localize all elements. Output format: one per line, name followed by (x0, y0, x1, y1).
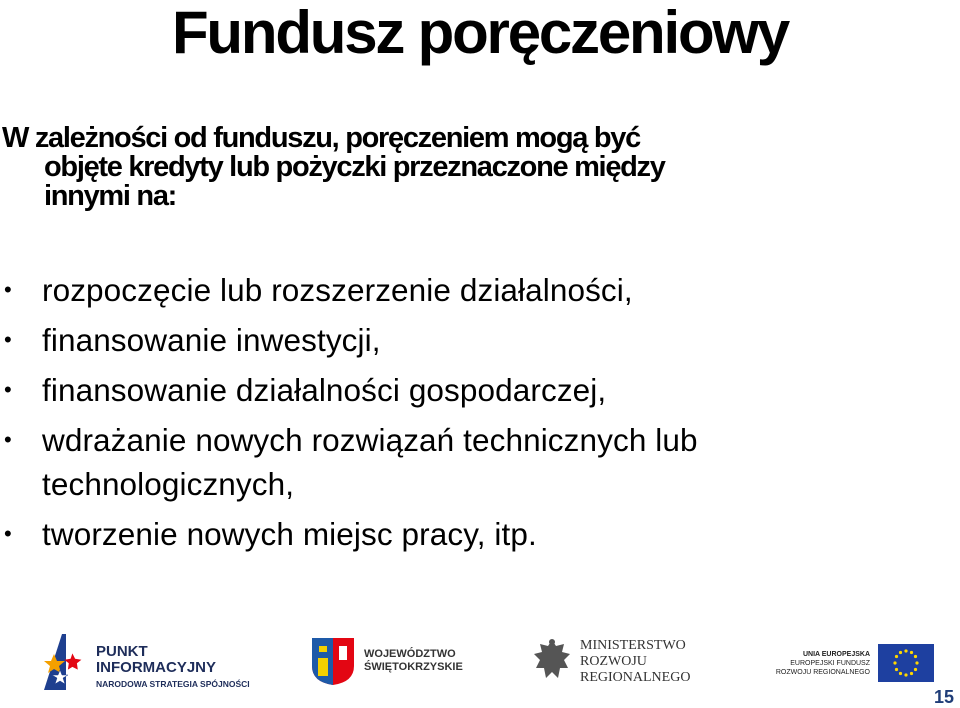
bullet-item-2: • finansowanie inwestycji, (0, 318, 940, 362)
bullet-icon: • (4, 277, 12, 302)
logo-unia-europejska (770, 640, 940, 692)
page-number: 15 (933, 687, 954, 707)
bullet-item-4: • wdrażanie nowych rozwiązań technicznych lub technologicznych, (0, 418, 940, 506)
eu-flag-icon (878, 644, 934, 682)
wojewodztwo-line-2: ŚWIĘTOKRZYSKIE (364, 661, 463, 673)
ue-line-3: ROZWOJU REGIONALNEGO (775, 669, 870, 676)
logo-punkt-informacyjny (40, 630, 250, 694)
punkt-line-2: INFORMACYJNY (96, 659, 217, 676)
ue-line-1: UNIA EUROPEJSKA (802, 651, 870, 658)
wojewodztwo-line-1: WOJEWÓDZTWO (364, 648, 456, 660)
bullet-icon: • (4, 377, 12, 402)
intro-line-2: objęte kredyty lub pożyczki przeznaczone między (44, 151, 665, 183)
bullet-item-1: • rozpoczęcie lub rozszerzenie działalności, (0, 268, 940, 312)
punkt-line-1: PUNKT (96, 643, 148, 660)
bullet-icon: • (4, 327, 12, 352)
ministerstwo-line-2: ROZWOJU (580, 654, 647, 669)
intro-line-1: W zależności od funduszu, poręczeniem mogą być (2, 122, 640, 154)
slide-title: Fundusz poręczeniowy (171, 0, 789, 66)
bullet-item-3: • finansowanie działalności gospodarczej, (0, 368, 940, 412)
nss-logo-icon (40, 630, 90, 694)
bullet-list (0, 268, 940, 562)
logo-wojewodztwo (310, 636, 463, 692)
intro-text (2, 124, 902, 211)
eagle-icon (530, 636, 574, 686)
intro-line-3: innymi na: (44, 180, 177, 212)
ministerstwo-line-3: REGIONALNEGO (580, 670, 691, 685)
bullet-icon: • (4, 521, 12, 546)
punkt-line-3: NARODOWA STRATEGIA SPÓJNOŚCI (96, 679, 250, 689)
logo-ministerstwo (530, 634, 700, 694)
footer-logos (0, 626, 960, 696)
bullet-item-5: • tworzenie nowych miejsc pracy, itp. (0, 512, 940, 556)
bullet-icon: • (4, 427, 12, 452)
ue-line-2: EUROPEJSKI FUNDUSZ (790, 660, 870, 667)
coat-of-arms-icon (310, 636, 356, 686)
ministerstwo-line-1: MINISTERSTWO (580, 638, 686, 653)
